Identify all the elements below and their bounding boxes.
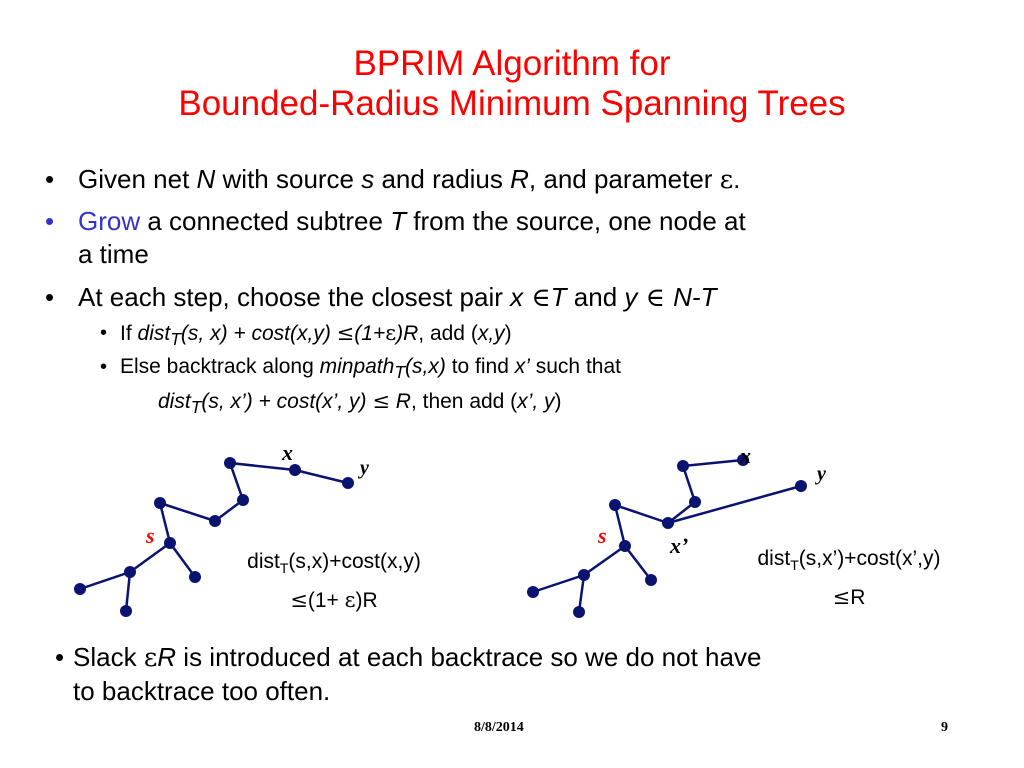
bullet-2-text: Grow a connected subtree T from the source, one node at a time bbox=[78, 206, 746, 269]
tree-edge bbox=[615, 505, 668, 523]
tree-node bbox=[609, 499, 621, 511]
left-caption-line-1: dist$_T$(s,x)+cost(x,y) bbox=[247, 550, 421, 577]
bullet-dot: • bbox=[100, 356, 108, 378]
tree-node bbox=[578, 569, 590, 581]
title-line-1: BPRIM Algorithm for bbox=[353, 44, 671, 83]
node-label-y: y bbox=[817, 463, 826, 485]
bullet-3-text: At each step, choose the closest pair x ∈T and y ∈ N-T bbox=[78, 282, 717, 313]
footer-date: 8/8/2014 bbox=[474, 720, 524, 735]
tree-node bbox=[573, 606, 585, 618]
tree-edge bbox=[160, 503, 215, 521]
tree-edge bbox=[625, 546, 651, 580]
tree-node bbox=[74, 583, 86, 595]
tree-edge bbox=[170, 543, 195, 577]
right-caption-line-1: dist$_T$(s,x’)+cost(x’,y) bbox=[757, 547, 941, 574]
tree-node bbox=[689, 496, 701, 508]
node-label-y: y bbox=[360, 457, 369, 479]
node-label-s: s bbox=[598, 523, 607, 548]
node-label-s: s bbox=[146, 523, 155, 548]
tree-edge bbox=[295, 470, 348, 483]
footer-page-number: 9 bbox=[941, 720, 948, 735]
right-diagram-caption bbox=[718, 543, 980, 614]
bullet-1-text: Given net N with source s and radius R, and parameter ε. bbox=[78, 164, 741, 195]
tree-node bbox=[527, 586, 539, 598]
bullet-dot: • bbox=[45, 282, 55, 312]
tree-edge bbox=[533, 575, 584, 592]
title-line-2: Bounded-Radius Minimum Spanning Trees bbox=[178, 84, 846, 123]
bullet-dot: • bbox=[55, 642, 65, 672]
tree-node bbox=[224, 457, 236, 469]
node-label-x: x bbox=[282, 440, 293, 465]
tree-edge bbox=[80, 572, 130, 589]
right-caption-line-2: ≤R bbox=[832, 585, 866, 610]
tree-edge bbox=[584, 546, 625, 575]
node-label-x: x bbox=[740, 443, 751, 468]
tree-node bbox=[677, 460, 689, 472]
tree-node bbox=[124, 566, 136, 578]
tree-node bbox=[120, 605, 132, 617]
bullet-dot: • bbox=[45, 164, 55, 194]
left-diagram-caption bbox=[212, 546, 456, 617]
tree-node-x bbox=[289, 464, 301, 476]
tree-node bbox=[154, 497, 166, 509]
tree-edge bbox=[160, 503, 170, 543]
node-label-x-prime: x’ bbox=[670, 533, 689, 558]
tree-node-y bbox=[795, 480, 807, 492]
tree-node bbox=[189, 571, 201, 583]
subbullet-2-continuation-text: dist$_T$(s, x’) + cost(x’, y) ≤ R, then add (x’, y) bbox=[158, 389, 562, 418]
tree-edge bbox=[615, 505, 625, 546]
subbullet-1-text: If dist$_T$(s, x) + cost(x,y) ≤(1+ε)R, add (x,y) bbox=[120, 321, 512, 350]
bullet-dot: • bbox=[100, 322, 108, 344]
tree-node bbox=[209, 515, 221, 527]
tree-node bbox=[645, 574, 657, 586]
tree-node-y bbox=[342, 477, 354, 489]
tree-node-s bbox=[619, 540, 631, 552]
tree-edge bbox=[683, 460, 743, 466]
tree-edge bbox=[668, 486, 801, 523]
tree-node bbox=[237, 494, 249, 506]
left-caption-line-2: ≤(1+ ε)R bbox=[290, 588, 378, 613]
subbullet-2-text: Else backtrack along minpath$_T$(s,x) to find x’ such that bbox=[120, 355, 621, 383]
bottom-bullet-text: Slack εR is introduced at each backtrace so we do not have to backtrace too often. bbox=[73, 642, 762, 706]
tree-node-s bbox=[164, 537, 176, 549]
tree-node-x-prime bbox=[662, 517, 674, 529]
bullet-dot: • bbox=[45, 206, 55, 236]
